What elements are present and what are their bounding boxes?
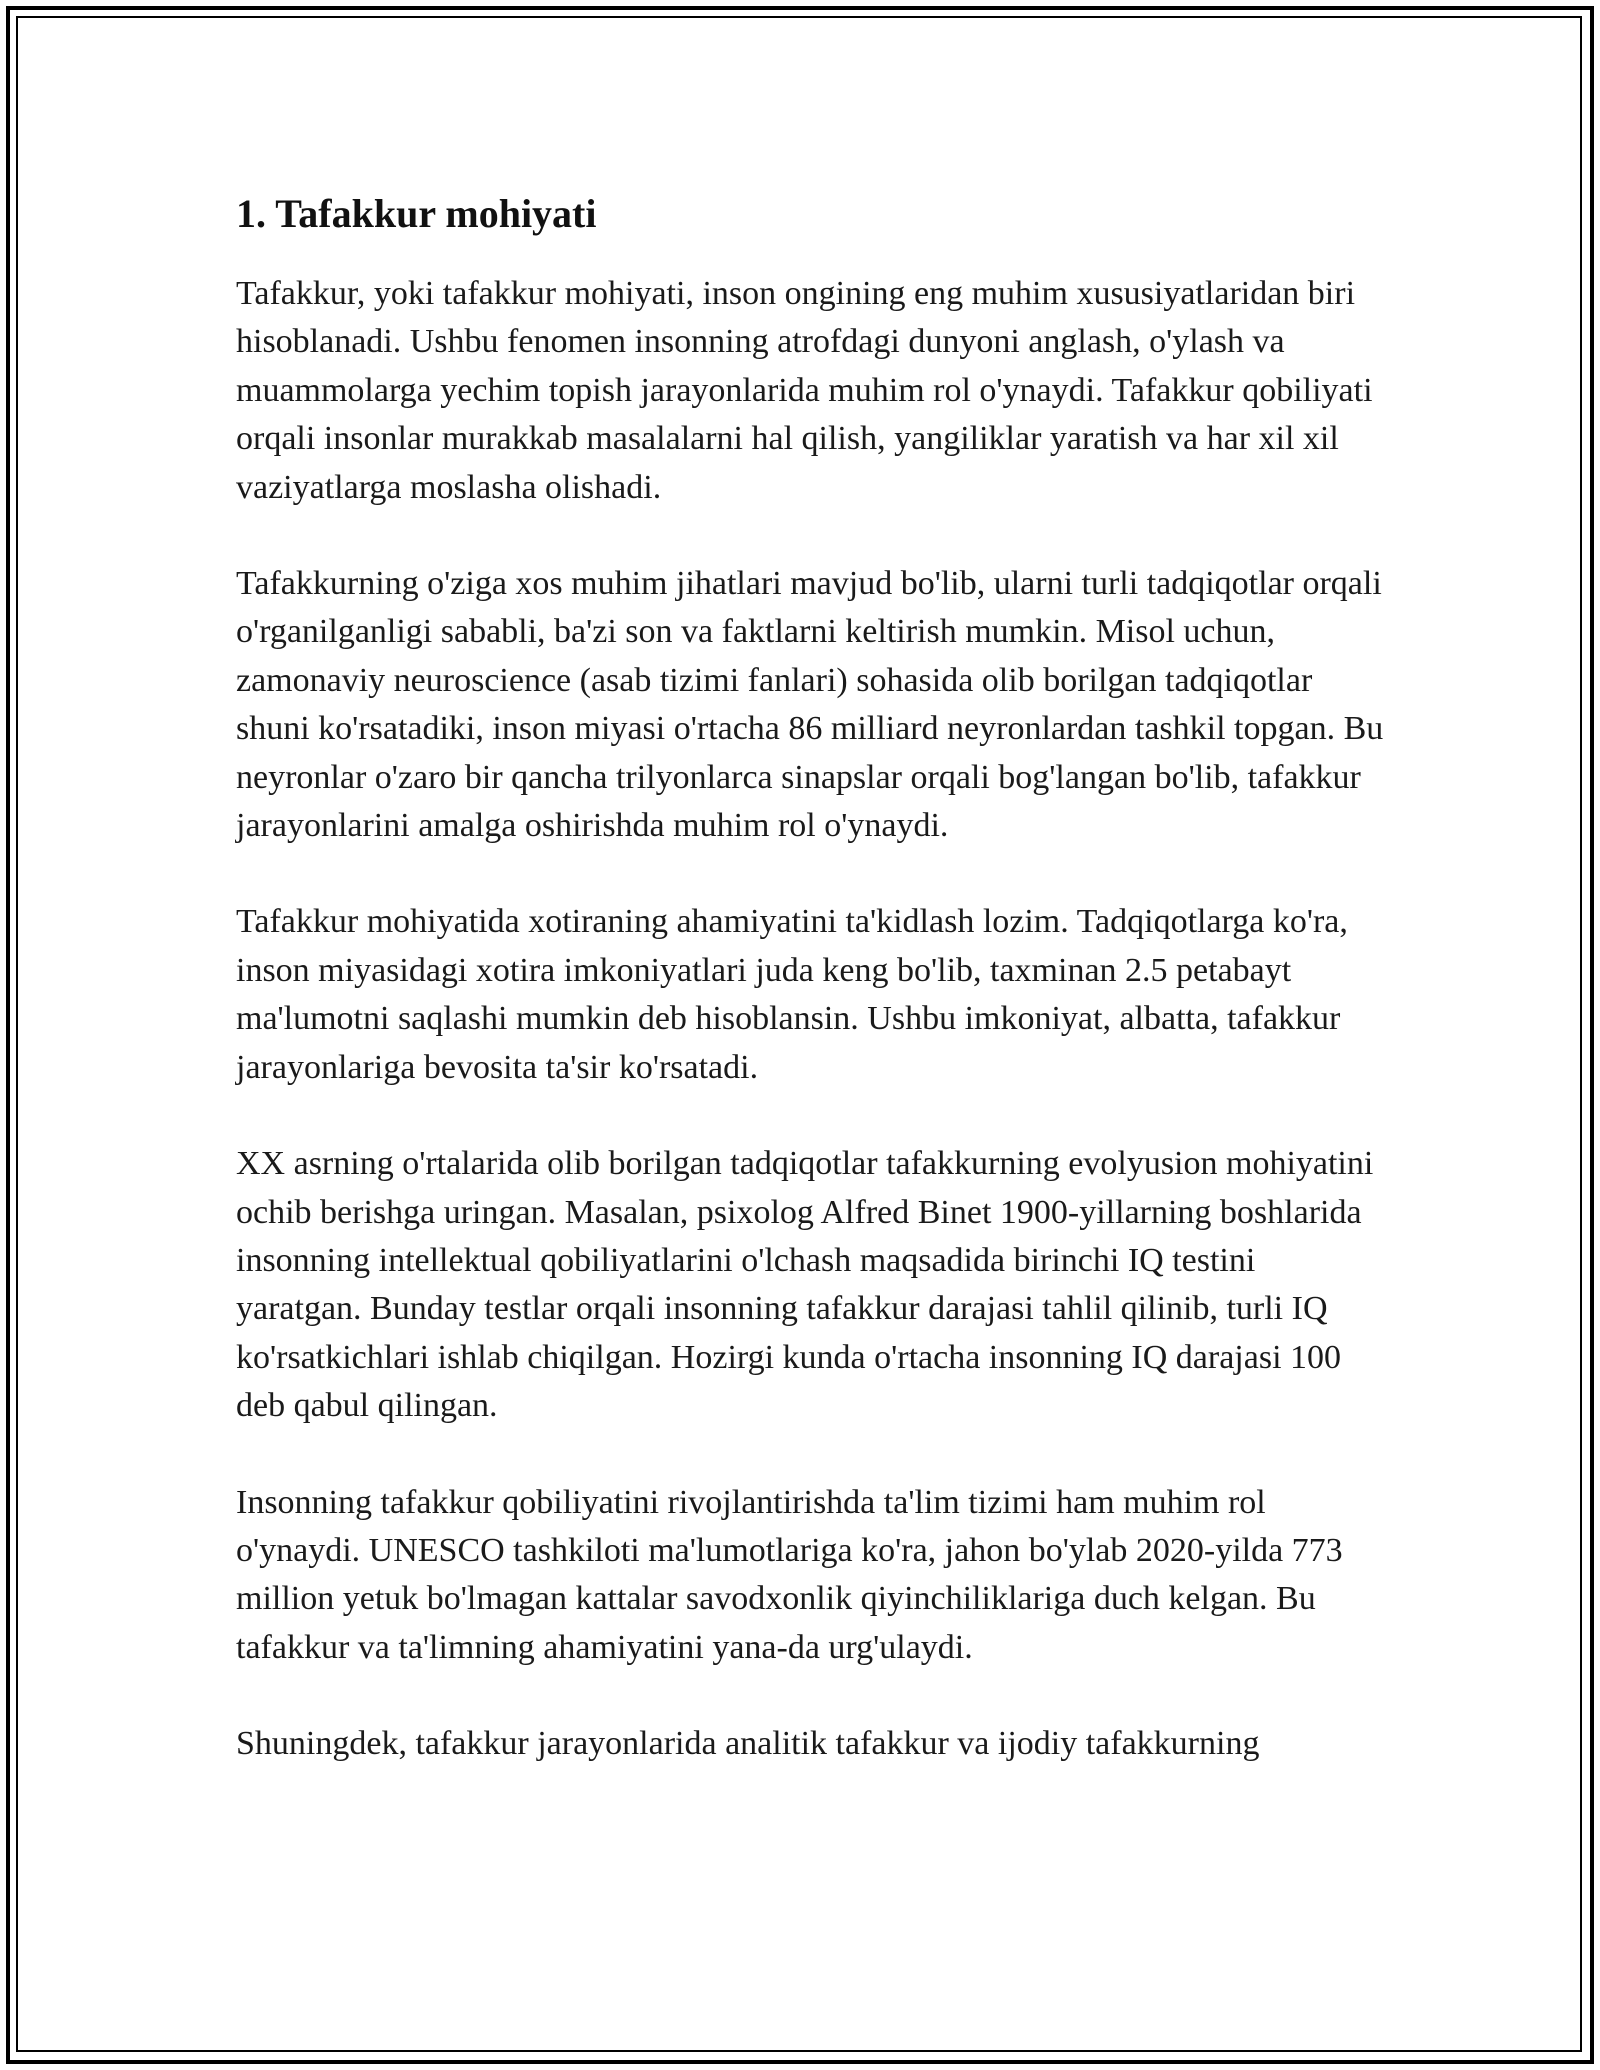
paragraph: Shuningdek, tafakkur jarayonlarida analitik tafakkur va ijodiy tafakkurning bbox=[236, 1725, 1260, 1763]
document-body bbox=[236, 186, 1386, 1817]
paragraph: Tafakkur mohiyatida xotiraning ahamiyatini ta'kidlash lozim. Tadqiqotlarga ko'ra, inson miyasidagi xotira imkoniyatlari juda keng bo'lib, taxminan 2.5 petabayt ma'lumotni saqlashi mumkin deb hisoblansin. Ushbu imkoniyat, albatta, tafakkur jarayonlariga bevosita ta'sir ko'rsatadi. bbox=[236, 903, 1348, 1086]
paragraph: Tafakkur, yoki tafakkur mohiyati, inson ongining eng muhim xususiyatlaridan biri hisoblanadi. Ushbu fenomen insonning atrofdagi dunyoni anglash, o'ylash va muammolarga yechim topish jarayonlarida muhim rol o'ynaydi. Tafakkur qobiliyati orqali insonlar murakkab masalalarni hal qilish, yangiliklar yaratish va har xil xil vaziyatlarga moslasha olishadi. bbox=[236, 275, 1373, 506]
paragraph: Insonning tafakkur qobiliyatini rivojlantirishda ta'lim tizimi ham muhim rol o'ynaydi. UNESCO tashkiloti ma'lumotlariga ko'ra, jahon bo'ylab 2020-yilda 773 million yetuk bo'lmagan kattalar savodxonlik qiyinchiliklariga duch kelgan. Bu tafakkur va ta'limning ahamiyatini yana-da urg'ulaydi. bbox=[236, 1483, 1343, 1666]
paragraph: Tafakkurning o'ziga xos muhim jihatlari mavjud bo'lib, ularni turli tadqiqotlar orqali o'rganilganligi sababli, ba'zi son va faktlarni keltirish mumkin. Misol uchun, zamonaviy neuroscience (asab tizimi fanlari) sohasida olib borilgan tadqiqotlar shuni ko'rsatadiki, inson miyasi o'rtacha 86 milliard neyronlardan tashkil topgan. Bu neyronlar o'zaro bir qancha trilyonlarca sinapslar orqali bog'langan bo'lib, tafakkur jarayonlarini amalga oshirishda muhim rol o'ynaydi. bbox=[236, 565, 1384, 845]
paragraph: XX asrning o'rtalarida olib borilgan tadqiqotlar tafakkurning evolyusion mohiyatini ochib berishga uringan. Masalan, psixolog Alfred Binet 1900-yillarning boshlarida insonning intellektual qobiliyatlarini o'lchash maqsadida birinchi IQ testini yaratgan. Bunday testlar orqali insonning tafakkur darajasi tahlil qilinib, turli IQ ko'rsatkichlari ishlab chiqilgan. Hozirgi kunda o'rtacha insonning IQ darajasi 100 deb qabul qilingan. bbox=[236, 1145, 1374, 1425]
section-heading: 1. Tafakkur mohiyati bbox=[236, 191, 597, 236]
